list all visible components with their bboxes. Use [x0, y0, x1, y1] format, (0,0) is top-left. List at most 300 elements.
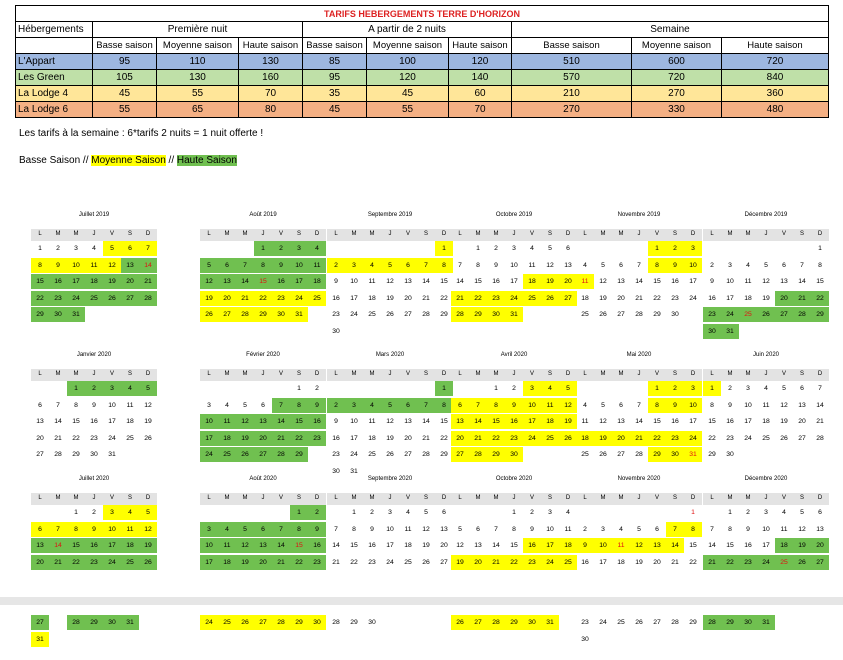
- calendar-day: 2: [494, 245, 498, 252]
- calendar-day: 1: [818, 245, 822, 252]
- weekday-label: L: [207, 371, 211, 377]
- weekday-label: S: [547, 371, 552, 377]
- calendar-day: 30: [505, 447, 523, 462]
- calendar-day: 22: [708, 434, 716, 442]
- calendar-empty-cell: [576, 505, 594, 520]
- price-cell: 80: [239, 102, 303, 118]
- calendar-day: 17: [200, 431, 218, 446]
- legend-basse: Basse Saison //: [19, 155, 89, 166]
- calendar-day: 25: [218, 447, 236, 462]
- calendar-day: 30: [103, 615, 121, 630]
- calendar-day: 19: [139, 538, 157, 553]
- calendar-empty-cell: [363, 381, 381, 396]
- month-title: Août 2019: [249, 212, 277, 218]
- calendar-day: 10: [108, 401, 116, 409]
- calendar-day: 10: [350, 278, 358, 285]
- calendar-empty-cell: [139, 307, 157, 322]
- calendar-day: 9: [334, 278, 338, 285]
- month-calendar: [200, 352, 326, 477]
- month-title: Novembre 2020: [617, 476, 661, 482]
- calendar-day: 25: [581, 311, 589, 318]
- price-cell: 35: [303, 86, 367, 102]
- calendar-day: 5: [236, 522, 254, 537]
- calendar-day: 3: [523, 381, 541, 396]
- calendar-day: 17: [599, 558, 607, 566]
- calendar-empty-cell: [451, 241, 469, 256]
- calendar-day: 10: [350, 418, 358, 425]
- calendar-day: 17: [689, 418, 697, 425]
- weekday-label: L: [207, 231, 211, 237]
- calendar-day: 16: [744, 542, 752, 549]
- subheader: Haute saison: [449, 38, 512, 54]
- tarif-row: [16, 70, 829, 86]
- calendar-day: 25: [368, 451, 376, 458]
- month-calendar-continued: [327, 615, 453, 655]
- calendar-day: 5: [601, 401, 605, 409]
- calendar-empty-cell: [811, 447, 829, 462]
- weekday-label: M: [600, 495, 606, 501]
- calendar-empty-cell: [576, 381, 594, 396]
- month-title: Octobre 2020: [495, 476, 533, 482]
- calendar-day: 21: [793, 291, 811, 306]
- calendar-day: 13: [798, 401, 806, 409]
- calendar-empty-cell: [541, 307, 559, 322]
- calendar-day: 9: [272, 258, 290, 273]
- calendar-day: 5: [139, 505, 157, 520]
- weekday-label: M: [55, 371, 61, 377]
- calendar-day: 8: [74, 401, 78, 409]
- calendar-day: 12: [236, 538, 254, 553]
- calendar-day: 23: [272, 291, 290, 306]
- calendar-empty-cell: [811, 324, 829, 339]
- calendar-day: 7: [272, 398, 290, 413]
- calendar-day: 16: [671, 278, 679, 285]
- calendar-day: 10: [594, 538, 612, 553]
- calendar-day: 1: [435, 241, 453, 256]
- calendar-day: 2: [308, 505, 326, 520]
- weekday-label: M: [242, 371, 248, 377]
- calendar-day: 6: [31, 522, 49, 537]
- calendar-day: 22: [31, 291, 49, 306]
- weekday-label: M: [224, 231, 230, 237]
- price-cell: 140: [449, 70, 512, 86]
- legend-haute: Haute Saison: [176, 155, 237, 166]
- price-cell: 95: [303, 70, 367, 86]
- calendar-day: 12: [456, 542, 464, 549]
- calendar-day: 13: [617, 418, 625, 425]
- calendar-empty-cell: [200, 505, 218, 520]
- calendar-day: 2: [85, 381, 103, 396]
- calendar-day: 27: [653, 619, 661, 626]
- calendar-day: 9: [576, 538, 594, 553]
- group-header-premiere-nuit: Première nuit: [93, 22, 303, 38]
- calendar-day: 19: [635, 558, 643, 566]
- weekday-label: M: [224, 495, 230, 501]
- calendar-day: 7: [800, 261, 804, 269]
- calendar-day: 22: [440, 294, 448, 302]
- calendar-day: 10: [762, 525, 770, 533]
- calendar-day: 5: [764, 261, 768, 269]
- calendar-day: 9: [49, 258, 67, 273]
- calendar-day: 28: [422, 451, 430, 458]
- calendar-day: 20: [440, 542, 448, 549]
- calendar-empty-cell: [775, 241, 793, 256]
- subheader: Basse saison: [512, 38, 632, 54]
- calendar-day: 30: [90, 451, 98, 458]
- legend-sep: //: [168, 155, 175, 166]
- calendar-day: 1: [728, 509, 732, 516]
- calendar-empty-cell: [775, 447, 793, 462]
- calendar-empty-cell: [739, 447, 757, 462]
- calendar-day: 19: [559, 414, 577, 429]
- calendar-day: 21: [422, 434, 430, 442]
- calendar-day: 10: [290, 258, 308, 273]
- calendar-day: 13: [218, 274, 236, 289]
- weekday-label: J: [92, 495, 96, 501]
- calendar-day: 12: [762, 278, 770, 285]
- calendar-day: 5: [103, 241, 121, 256]
- calendar-day: 6: [451, 398, 469, 413]
- calendar-empty-cell: [630, 241, 648, 256]
- month-calendar: [31, 212, 157, 337]
- weekday-label: J: [637, 371, 641, 377]
- calendar-day: 20: [469, 555, 487, 570]
- price-cell: 65: [157, 102, 239, 118]
- calendar-day: 23: [332, 311, 340, 318]
- calendar-day: 19: [594, 431, 612, 446]
- calendar-day: 30: [671, 311, 679, 318]
- calendar-day: 23: [332, 451, 340, 458]
- calendar-empty-cell: [399, 381, 417, 396]
- calendar-day: 15: [510, 542, 518, 549]
- calendar-day: 20: [254, 555, 272, 570]
- calendar-day: 9: [710, 278, 714, 285]
- calendar-day: 6: [218, 258, 236, 273]
- calendar-day: 24: [541, 555, 559, 570]
- calendar-day: 21: [487, 555, 505, 570]
- weekday-label: M: [745, 495, 751, 501]
- weekday-label: S: [423, 495, 428, 501]
- calendar-day: 13: [31, 538, 49, 553]
- calendar-day: 6: [254, 522, 272, 537]
- month-calendar: [703, 352, 829, 477]
- calendar-day: 21: [635, 294, 643, 302]
- month-calendar: [200, 476, 326, 601]
- calendar-day: 25: [121, 555, 139, 570]
- calendar-day: 17: [108, 418, 116, 425]
- calendar-day: 26: [541, 291, 559, 306]
- weekday-label: S: [127, 231, 132, 237]
- calendar-day: 6: [800, 385, 804, 392]
- calendar-day: 25: [775, 555, 793, 570]
- calendar-day: 25: [126, 434, 134, 442]
- calendar-day: 3: [103, 505, 121, 520]
- calendar-day: 21: [332, 558, 340, 566]
- calendar-day: 16: [492, 278, 500, 285]
- calendar-day: 25: [581, 451, 589, 458]
- weekday-label: M: [73, 231, 79, 237]
- calendar-empty-cell: [121, 447, 139, 462]
- calendar-empty-cell: [381, 381, 399, 396]
- group-header-semaine: Semaine: [512, 22, 829, 38]
- calendar-day: 20: [775, 291, 793, 306]
- calendar-day: 29: [254, 307, 272, 322]
- calendar-day: 7: [272, 522, 290, 537]
- calendar-day: 21: [469, 431, 487, 446]
- weekly-rate-note: Les tarifs à la semaine : 6*tarifs 2 nuits = 1 nuit offerte !: [19, 128, 264, 139]
- calendar-day: 3: [512, 245, 516, 252]
- month-calendar-continued: [576, 615, 702, 655]
- subheader: Moyenne saison: [157, 38, 239, 54]
- calendar-day: 2: [530, 509, 534, 516]
- calendar-empty-cell: [775, 324, 793, 339]
- month-title: Septembre 2020: [367, 476, 413, 482]
- calendar-day: 1: [38, 245, 42, 252]
- calendar-day: 24: [689, 294, 697, 302]
- calendar-day: 26: [793, 555, 811, 570]
- calendar-empty-cell: [648, 505, 666, 520]
- calendar-day: 9: [746, 525, 750, 533]
- calendar-day: 28: [272, 447, 290, 462]
- calendar-day: 15: [72, 418, 80, 425]
- calendar-empty-cell: [630, 505, 648, 520]
- calendar-day: 12: [386, 278, 394, 285]
- calendar-day: 11: [126, 401, 134, 409]
- calendar-empty-cell: [417, 615, 435, 630]
- calendar-day: 19: [200, 291, 218, 306]
- calendar-empty-cell: [594, 381, 612, 396]
- calendar-day: 13: [617, 278, 625, 285]
- calendar-day: 29: [708, 451, 716, 458]
- calendar-day: 14: [816, 401, 824, 409]
- weekday-label: V: [405, 231, 410, 237]
- calendar-day: 3: [728, 261, 732, 269]
- weekday-label: L: [583, 495, 587, 501]
- calendar-day: 20: [811, 538, 829, 553]
- calendar-day: 11: [581, 418, 589, 425]
- calendar-empty-cell: [218, 381, 236, 396]
- calendar-day: 30: [703, 324, 721, 339]
- calendar-day: 15: [708, 418, 716, 425]
- calendar-day: 27: [451, 447, 469, 462]
- calendar-day: 19: [451, 555, 469, 570]
- month-calendar: [31, 476, 157, 601]
- calendar-empty-cell: [594, 505, 612, 520]
- calendar-day: 13: [648, 538, 666, 553]
- calendar-day: 4: [406, 509, 410, 516]
- calendar-day: 28: [422, 311, 430, 318]
- calendar-empty-cell: [612, 505, 630, 520]
- calendar-day: 27: [31, 615, 49, 630]
- calendar-day: 6: [121, 241, 139, 256]
- calendar-empty-cell: [327, 241, 345, 256]
- calendar-day: 4: [308, 241, 326, 256]
- calendar-day: 13: [254, 538, 272, 553]
- calendar-empty-cell: [200, 241, 218, 256]
- weekday-label: V: [109, 231, 114, 237]
- calendar-day: 1: [648, 241, 666, 256]
- calendar-empty-cell: [31, 381, 49, 396]
- weekday-label: S: [547, 231, 552, 237]
- calendar-day: 8: [31, 258, 49, 273]
- price-cell: 510: [512, 54, 632, 70]
- calendar-day: 9: [494, 261, 498, 269]
- weekday-label: M: [493, 231, 499, 237]
- calendar-day: 11: [528, 261, 536, 269]
- calendar-day: 4: [746, 261, 750, 269]
- calendar-day: 29: [440, 311, 448, 318]
- month-title: Octobre 2019: [495, 212, 533, 218]
- weekday-label: J: [261, 231, 265, 237]
- weekday-label: D: [565, 231, 571, 237]
- calendar-day: 18: [775, 538, 793, 553]
- month-title: Novembre 2019: [617, 212, 661, 218]
- calendar-day: 22: [487, 431, 505, 446]
- calendar-day: 19: [762, 294, 770, 302]
- calendar-day: 4: [225, 401, 229, 409]
- calendar-day: 6: [399, 258, 417, 273]
- month-title: Juillet 2020: [78, 476, 110, 482]
- weekday-label: L: [710, 495, 714, 501]
- calendar-day: 17: [350, 294, 358, 302]
- calendar-day: 20: [218, 291, 236, 306]
- calendar-day: 11: [218, 414, 236, 429]
- calendar-day: 29: [721, 615, 739, 630]
- calendar-day: 15: [726, 542, 734, 549]
- calendar-day: 28: [635, 451, 643, 458]
- weekday-label: V: [781, 495, 786, 501]
- calendar-empty-cell: [327, 505, 345, 520]
- calendar-day: 14: [54, 418, 62, 425]
- weekday-label: V: [781, 231, 786, 237]
- calendar-day: 29: [469, 307, 487, 322]
- calendar-day: 22: [290, 555, 308, 570]
- weekday-label: M: [369, 231, 375, 237]
- price-cell: 100: [367, 54, 449, 70]
- month-calendar-continued: [200, 615, 326, 655]
- calendar-day: 17: [350, 434, 358, 442]
- month-calendar: [451, 352, 577, 477]
- calendar-day: 11: [368, 278, 376, 285]
- calendar-day: 15: [350, 542, 358, 549]
- calendar-day: 16: [726, 418, 734, 425]
- calendar-day: 16: [49, 274, 67, 289]
- price-cell: 130: [157, 70, 239, 86]
- calendar-day: 13: [816, 525, 824, 533]
- month-calendar-continued: [31, 615, 157, 655]
- calendar-day: 19: [144, 418, 152, 425]
- weekday-header: [703, 369, 829, 381]
- weekday-label: M: [242, 495, 248, 501]
- calendar-empty-cell: [200, 381, 218, 396]
- calendar-day: 1: [435, 381, 453, 396]
- weekday-label: L: [38, 371, 42, 377]
- month-calendar: [327, 476, 453, 601]
- weekday-label: L: [458, 495, 462, 501]
- calendar-day: 17: [541, 538, 559, 553]
- price-cell: 45: [303, 102, 367, 118]
- calendar-day: 3: [684, 381, 702, 396]
- weekday-label: M: [618, 371, 624, 377]
- calendar-empty-cell: [684, 307, 702, 322]
- calendar-day: 25: [617, 619, 625, 626]
- weekday-header: [576, 369, 702, 381]
- calendar-day: 28: [139, 291, 157, 306]
- calendar-empty-cell: [594, 241, 612, 256]
- weekday-label: D: [145, 495, 151, 501]
- subheader: Basse saison: [303, 38, 367, 54]
- calendar-day: 22: [689, 558, 697, 566]
- calendar-day: 1: [512, 509, 516, 516]
- calendar-day: 25: [218, 615, 236, 630]
- calendar-empty-cell: [327, 381, 345, 396]
- calendar-day: 19: [599, 294, 607, 302]
- weekday-label: S: [296, 231, 301, 237]
- weekday-label: M: [224, 371, 230, 377]
- price-cell: 55: [157, 86, 239, 102]
- calendar-empty-cell: [666, 505, 684, 520]
- calendar-day: 20: [31, 555, 49, 570]
- weekday-label: L: [38, 495, 42, 501]
- month-title: Septembre 2019: [367, 212, 413, 218]
- weekday-label: L: [583, 371, 587, 377]
- subheader: Haute saison: [239, 38, 303, 54]
- calendar-day: 28: [67, 615, 85, 630]
- calendar-day: 19: [236, 555, 254, 570]
- calendar-day: 4: [121, 381, 139, 396]
- calendar-day: 4: [583, 261, 587, 269]
- calendar-day: 28: [332, 619, 340, 626]
- calendar-day: 9: [370, 525, 374, 533]
- calendar-day: 18: [617, 558, 625, 566]
- calendar-day: 14: [422, 418, 430, 425]
- price-cell: 360: [722, 86, 829, 102]
- calendar-day: 11: [744, 278, 752, 285]
- calendar-day: 15: [440, 418, 448, 425]
- calendar-day: 4: [566, 509, 570, 516]
- tarif-row: [16, 54, 829, 70]
- weekday-label: J: [764, 495, 768, 501]
- calendar-day: 10: [200, 538, 218, 553]
- calendar-day: 4: [363, 258, 381, 273]
- calendar-day: 29: [85, 615, 103, 630]
- calendar-day: 18: [559, 538, 577, 553]
- calendar-day: 8: [818, 261, 822, 269]
- page-title: TARIFS HEBERGEMENTS TERRE D'HORIZON: [16, 6, 829, 22]
- price-cell: 45: [367, 86, 449, 102]
- calendar-day: 30: [332, 327, 340, 335]
- calendar-day: 15: [487, 414, 505, 429]
- calendar-day: 1: [290, 505, 308, 520]
- calendar-day: 4: [583, 401, 587, 409]
- calendar-day: 3: [207, 401, 211, 409]
- calendar-day: 14: [798, 278, 806, 285]
- calendar-empty-cell: [272, 505, 290, 520]
- calendar-day: 5: [548, 245, 552, 252]
- calendar-day: 30: [726, 451, 734, 458]
- calendar-day: 22: [811, 291, 829, 306]
- calendar-day: 13: [254, 414, 272, 429]
- month-title: Juin 2020: [752, 352, 780, 358]
- calendar-empty-cell: [811, 615, 829, 630]
- calendar-empty-cell: [399, 241, 417, 256]
- calendar-day: 28: [487, 615, 505, 630]
- calendar-day: 31: [31, 632, 49, 647]
- calendar-day: 1: [703, 381, 721, 396]
- weekday-label: L: [458, 371, 462, 377]
- calendar-day: 26: [599, 451, 607, 458]
- calendar-day: 26: [236, 447, 254, 462]
